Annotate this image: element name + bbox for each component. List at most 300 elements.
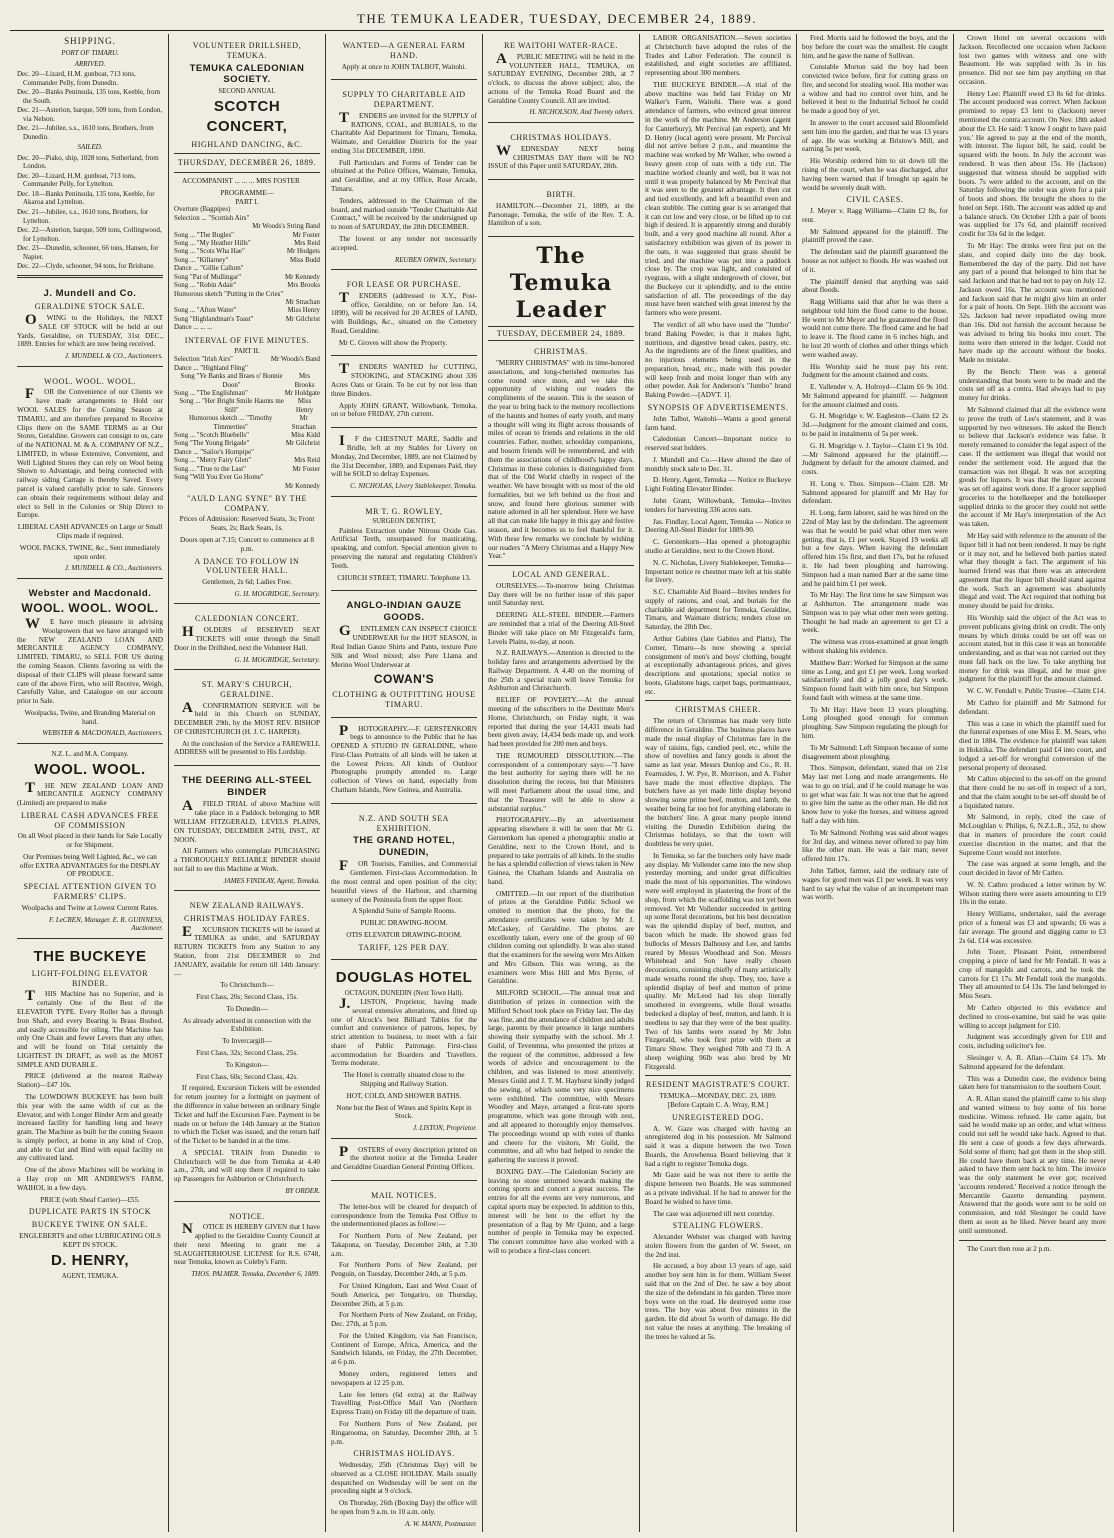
nzla-signature: F. LeCREN, Manager. E. R. GUINNESS, Auctioneer.: [48, 915, 163, 933]
birth-body: HAMILTON.—December 21, 1889, at the Parsonage, Temuka, the wife of the Rev. T. A. Hamilton of a son.: [488, 201, 634, 228]
part-2-heading: PART II.: [234, 347, 260, 356]
programme-item: Selection ... "Scottish Airs": [174, 214, 250, 222]
deering-heading: THE DEERING ALL-STEEL BINDER: [182, 775, 312, 798]
arrival-item: Dec. 21—Jubilee, s.s., 1610 tons, Brothers, from Dunedin.: [17, 124, 154, 141]
synopsis-item: J. Mundell and Co.—Have altered the date of monthly stock sale to Dec. 31.: [645, 455, 791, 473]
court-item: Mr Salmond claimed that all the evidence went to prove the truth of Lee's statement, and it was supported by two witnesses. He asked the Bench to believe that Jackson's evidence was false. It merely remained to consider the legal aspect of the case. If the settlement was illegal that would not render the settlement void. He argued that the transaction was not illegal. It was not accepting goods for liquors. It was that the liquor account was set off against work done. If a grocer supplied groceries to the hotelkeeper and the hotelkeeper supplied drinks to the grocer they could not settle the account if Mr Hay's interpretation of the Act was taken.: [959, 406, 1106, 529]
anglo-body: GENTLEMEN CAN INSPECT CHOICE UNDERWEAR for the HOT SEASON, in Real Indian Gauze Shirts and Pants, texture Pure Silk and Wool mixed; also Pure Llama and Merino Wool Underwear at: [331, 623, 477, 669]
programme-item: Song ... "Merry Fairy Glen" Mrs Reid: [174, 457, 320, 465]
cheer-heading: CHRISTMAS CHEER.: [675, 705, 761, 715]
posters-ad: [331, 1142, 477, 1181]
auld-lang-syne: "AULD LANG SYNE" BY THE COMPANY.: [187, 493, 307, 513]
court-body-3: The case was adjourned till next courtday.: [653, 1209, 775, 1218]
court-body: A. W. Gaze was charged with having an unregistered dog in his possession. Mr Salmond said it was a dispute between the two Town Boards, the Arowhenua Board believing that it had a right to register Temuka dogs.: [645, 1124, 791, 1168]
dateline: TUESDAY, DECEMBER 24, 1889.: [488, 326, 634, 342]
holiday-fares-heading: CHRISTMAS HOLIDAY FARES.: [184, 913, 310, 923]
programme-part-1: [174, 206, 320, 332]
programme-item: Dance ... "Highland Fling": [174, 364, 248, 372]
waitohi-signature: H. NICHOLSON, And Twenty others.: [529, 108, 634, 117]
highland-heading: HIGHLAND DANCING, &C.: [191, 139, 303, 149]
scotch-heading: SCOTCH: [213, 97, 281, 115]
synopsis-item: N. C. Nicholas, Livery Stablekeeper, Temuka—Important notice re chestnut mare left at his stable for livery.: [645, 558, 791, 585]
wool-ad: [17, 370, 163, 579]
geraldine-stock-heading: GERALDINE STOCK SALE.: [34, 302, 146, 312]
civil-case: G. H. Mogridge v. W. Eagleston—Claim £2 2s 3d.—Judgment for the amount claimed and costs, to be paid in instalments of 5s per week.: [802, 412, 948, 438]
programme-item: Song "Pat of Mullingar" Mr Kennedy: [174, 273, 320, 281]
court-item: Slesinger v. A. R. Allan—Claim £4 17s. Mr Salmond appeared for the defendant.: [959, 1053, 1106, 1071]
drillshed-heading: VOLUNTEER DRILLSHED, TEMUKA.: [192, 41, 302, 60]
grand-body: FOR Tourists, Families, and Commercial Gentlemen. First-class Accommodation. In the most central and open position of the city; beautiful views of the Harbour, and charming scenery of the Peninsula from the upper floor.: [331, 858, 477, 904]
rowley-heading: MR T. G. ROWLEY,: [365, 506, 443, 516]
liberal-cash: LIBERAL CASH ADVANCES on Large or Small Clips made if required.: [17, 523, 163, 540]
admission-prices: Prices of Admission: Reserved Seats, 3s; Front Seats, 2s; Back Seats, 1s.: [179, 515, 315, 533]
synopsis-item: Caledonian Concert—Important notice to reserved seat holders.: [645, 435, 791, 453]
fare-line: First Class, 32s; Second Class, 25s.: [196, 1049, 298, 1058]
second-annual: SECOND ANNUAL: [218, 87, 276, 95]
railways-body-3: A SPECIAL TRAIN from Dunedin to Christchurch will be due from Temuka at 4.40 a.m., 27th, and will stop there if required to take up Passengers for Ashburton or Christchurch.: [174, 1148, 320, 1184]
stmary-heading: ST. MARY'S CHURCH, GERALDINE.: [201, 680, 293, 699]
court-item: To Mr Hay: The drinks were first put on the slate, and copied daily into the day book. Remembered the day of the party. Did not have any part of a pound that belonged to him that he said Jackson and that he had not to pay on July 12. Jackson owed 16s. The account was mentioned and Jackson said that he might give him an order for a pair of boots. On Sept. 16th the account was 32s. Jackson had never repudiated owing more than 16s. Did not furnish the account because he was advised to bring his books into court. The items were then entered in the ledger. Could not have made up the account without the books. Made no mistake.: [959, 241, 1106, 365]
fare-line: As already advertised in connection with the Exhibition.: [182, 1016, 312, 1034]
programme-item: Song ... "Scotch Bluebells" Miss Kidd: [174, 432, 320, 440]
programme-item: Mr Woods's String Band: [252, 223, 320, 231]
wanted-ad: [331, 34, 477, 80]
programme-item: Song ... "Scots Wha Hae" Mr Hodgets: [174, 248, 320, 256]
nzla-body: THE NEW ZEALAND LOAN AND MERCANTILE AGENCY COMPANY (Limited) are prepared to make: [17, 779, 163, 808]
court-item: Henry Lee: Plaintiff owed £3 8s 6d for drinks. The account produced was correct. When Jackson promised to repay £3 lent to (Jackson) never mentioned the contra account. On Nov. 18th asked about the £3. He said: 'I know I ought to have paid you.' He agreed to pay at the end of the month, with interest. The liquor bill, he said, could be squared with the boots. In July the account was rendered. It was then about 15s. He (Jackson) suggested that witness should be supplied with boots. 7s were added to the account, and on the Saturday following the order was given for a pair of boots and shoes. He brought the shoes to the hotel on Sept. 16th. The account was added up and a balance struck. On October 12th a pair of boots was supplied for 17s 6d, and plaintiff received credit for 33s 6d in the ledger.: [959, 89, 1106, 239]
doors-open: Doors open at 7.15; Concert to commence at 8 p.m.: [180, 536, 314, 553]
programme-item: Song ... "The Englishman" Mr Holdgate: [174, 389, 320, 397]
henry-name: D. HENRY,: [50, 1252, 130, 1270]
wanted-heading: WANTED—A GENERAL FARM HAND.: [342, 41, 466, 60]
rowley-sub: SURGEON DENTIST,: [372, 518, 436, 526]
mail-item: Money orders, registered letters and newspapers at 12 25 p.m.: [331, 1370, 477, 1387]
buckeye-oils: ENGLEBERTS and other LUBRICATING OILS KEPT IN STOCK.: [19, 1231, 161, 1249]
court-item: W. N. Cathro produced a letter written by W. Wilson stating there were assets amounting to £19 10s in the estate.: [959, 880, 1106, 907]
rowley-address: CHURCH STREET, TIMARU. Telephone 13.: [337, 573, 471, 582]
supply-body: TENDERS are invited for the SUPPLY of RATIONS, COAL, and BURIALS, to the Charitable Aid Department for Timaru, Temuka, Waimate, and Geraldine Districts for the year ending 31st DECEMBER, 1890.: [331, 109, 477, 155]
concert-heading: CONCERT,: [206, 118, 288, 136]
henry-sub: AGENT, TEMUKA.: [61, 1272, 119, 1280]
lease-heading: FOR LEASE OR PURCHASE.: [346, 280, 462, 290]
nzla-heading: N.Z. L. and M.A. Company.: [51, 750, 129, 758]
civil-case: H. Long v. Thos. Simpson—Claim £28. Mr Salmond appeared for plaintiff and Mr Hay for defendant.: [802, 479, 948, 506]
chestnut-ad: [331, 431, 477, 496]
column-6: [797, 34, 954, 1532]
grand-hotel-ad: [331, 807, 477, 961]
rowley-body: Painless Extraction under Nitrous Oxide Gas. Artificial Teeth, unsurpassed for masticating, speaking, and comfort. Special attention given to preserving the natural and regulating Children's Teeth.: [331, 526, 477, 570]
interval: INTERVAL OF FIVE MINUTES.: [184, 335, 310, 345]
waitohi-ad: [488, 34, 634, 123]
webster-wool-heading: WOOL. WOOL. WOOL.: [21, 601, 159, 616]
civil-case: G. H. Mogridge v. J. Taylor—Claim £1 9s 10d.—Mr Salmond appeared for the plaintiff.—Judgment by default for the amount claimed, and costs.: [802, 441, 948, 477]
court-item: W. C. W. Fendall v. Public Trustee—Claim £14.: [967, 687, 1106, 696]
local-item: RELIEF OF POVERTY.—At the annual meeting of the subscribers to the Destitute Men's Home, Christchurch, on Friday night, it was reported that during the year 14,431 meals had been given away, 14,434 beds made up, and work had been provided for 200 men and boys.: [488, 696, 634, 749]
civil-case: Matthew Barr: Worked for Simpson at the same time as Long, and got £1 per week. Long worked satisfactorily and did a jolly good day's work. Simpson found fault with him once, but Simpson found fault with witness at the same time.: [802, 658, 948, 702]
supply-signature: REUBEN ORWIN, Secretary.: [394, 255, 477, 264]
photography-ad: [331, 721, 477, 804]
cheer-body: The return of Christmas has made very little difference in Geraldine. The business places have made the usual display of Christmas fare in the way of raisins, figs, candied peel, etc., while the show of novelties and fancy goods is about the same as last year. Messrs Dunlop and Co., R. H. Fearnsides, J. W. Pye, R. Morrison, and A. Fisher have made the most effective displays. The butchers have as yet made little display beyond showing some prime beef, mutton, and lamb, the weather being far too hot for anything elaborate in the butchers' line. A great many people intend visiting the Dunedin Exhibition during the Christmas holidays, so that the town will doubtless be very quiet.: [645, 717, 791, 849]
synopsis-item: Jas. Findlay, Local Agent, Temuka — Notice re Deering All-Steel Binder for 1889-90.: [645, 517, 791, 535]
programme-item: Mr Kennedy: [284, 482, 320, 490]
photography-body: PHOTOGRAPHY.—F. GERSTENKORN begs to announce to the Public that he has OPENED A STUDIO IN GERALDINE, where First-Class Portraits of all kinds will be taken at the Lowest Prices. All kinds of Outdoor Photographs promptly attended to. Large collection of Views on hand, especially from Chatham Islands, New Guinea, and Australia.: [331, 722, 477, 794]
grand-body-3: PUBLIC DRAWING-ROOM.: [360, 919, 448, 928]
deering-signature: JAMES FINDLAY, Agent, Temuka.: [223, 876, 320, 885]
newspaper-title: THE TEMUKA LEADER, TUESDAY, DECEMBER 24, 1889.: [356, 11, 758, 26]
fare-line: To Christchurch—: [220, 981, 274, 990]
wanted-body: Apply at once to JOHN TALBOT, Waitohi.: [341, 62, 467, 71]
mail-notices: [331, 1184, 477, 1532]
local-item: OURSELVES.—To-morrow being Christmas Day there will be no further issue of this paper until Saturday next.: [488, 581, 634, 608]
column-4: [483, 34, 640, 1532]
deering-body-2: All Farmers who contemplate PURCHASING a THOROUGHLY RELIABLE BINDER should not fail to see this Machine at Work.: [174, 847, 320, 873]
synopsis-item: John Talbot, Waitohi—Wants a good general farm hand.: [645, 414, 791, 432]
lease-body: TENDERS (addressed to X.Y., Post-office, Geraldine, on or before Jan. 14, 1890), will be received for 20 ACRES of LAND, with Buildings, &c., situated on the Cemetery Road, Geraldine.: [331, 289, 477, 335]
notice-body: NOTICE IS HEREBY GIVEN that I have applied to the Geraldine County Council at their next Meeting to grant me a SLAUGHTERHOUSE LICENSE for R.S. 6748, near Temuka, known as Coleby's Farm.: [174, 1221, 320, 1267]
waitohi-body: APUBLIC MEETING will be held in the VOLUNTEER HALL, TEMUKA, on SATURDAY EVENING, December 28th, at 7 o'clock, to discuss the above subject; also, the actions of the Temuka Road Board and the Geraldine County Council. All are invited.: [488, 50, 634, 105]
stmary-ad: [174, 673, 320, 766]
programme-item: Overture (Bagpipes): [174, 206, 231, 214]
nzla-woolpacks: Woolpacks and Twine at Lowest Current Rates.: [21, 903, 159, 912]
buckeye-twine: BUCKEYE TWINE ON SALE.: [31, 1220, 149, 1230]
programme-item: Song "Ye Banks and Braes o' Bonnie Doon" Mrs Brooks: [180, 373, 315, 389]
column-3: [326, 34, 483, 1532]
supply-body-4: The lowest or any tender not necessarily accepted.: [331, 234, 477, 252]
exhibition-heading: N.Z. AND SOUTH SEA EXHIBITION.: [358, 813, 450, 833]
nzla-special: SPECIAL ATTENTION GIVEN TO FARMERS' CLIPS.: [23, 882, 157, 902]
local-item: BOXING DAY.—The Caledonian Society are leaving no stone unturned towards making the coming sports and concert a great success. The entries for all the events are very numerous, and capital sports may be expected. In addition to this, interest will be lent to the effort by the presentation of a flag by Mr Quinn, and a large number of people in Temuka may be expected. The concert committee have also worked with a will to produce a first-class concert.: [488, 1167, 634, 1255]
railways-body: EXCURSION TICKETS will be issued at TEMUKA as under, and SATURDAY RETURN TICKETS from any Station to any Station, from 21st DECEMBER to 2nd JANUARY, available for return till 14th January:—: [174, 923, 320, 978]
civil-case: H. Long, farm laborer, said he was hired on the 22nd of May last by the defendant. The agreement was that he would be paid what other men were getting, that is, £1 per week. Stayed 19 weeks all but a few days. When leaving the defendant offered him 15s first, and then 17s, but he refused it. He had been ploughing and harrowing. Simpson had a man named Barr at the same time and he paid him £1 per week.: [802, 509, 948, 588]
caledonian-heading: CALEDONIAN CONCERT.: [194, 614, 300, 624]
mail-holidays-body-2: On Thursday, 26th (Boxing Day) the office will be open from 9 a.m. to 10 a.m. only.: [331, 1499, 477, 1516]
column-1: [12, 34, 169, 1532]
deering-ad: [174, 769, 320, 891]
wool-body: FOR the Convenience of our Clients we have made arrangements to Hold our WOOL SALES for the Coming Season at TIMARU, and are therefore prepared to Receive Clips there on the SAME TERMS as at Our Stores, Geraldine. Growers can consign to us, care of the NATIONAL M. & A. COMPANY OF N.Z., LIMITED, in whose Extensive, Convenient, and Well Lighted Stores they can rely on Wool being Shown to Advantage, and being connected with railway siding Cartage is thereby Saved. Every parcel is valued carefully prior to sale. Growers can obtain their requirements without delay and elect to Sell in the Colonies or Ship Direct to Europe.: [17, 386, 163, 520]
programme-part-2: [174, 356, 320, 491]
masthead: The Temuka Leader: [509, 243, 613, 323]
stealing-heading: STEALING FLOWERS.: [672, 1221, 764, 1231]
court-item: Mr Salmond, in reply, cited the case of McLoughlan v. Philips, 6, N.Z.L.R., 352, to show that in matters of procedure the court could exercise discretion in the matter, and that the Supreme Court would not interfere.: [959, 813, 1106, 857]
buckeye-heading: THE BUCKEYE: [33, 947, 147, 965]
webster-woolpacks: Woolpacks, Twine, and Branding Material on hand.: [24, 708, 156, 726]
page-header: [10, 8, 1104, 31]
civil-case: To Mr Salmond: Left Simpson because of some disagreement about ploughing.: [802, 743, 948, 761]
buckeye-body: THIS Machine has no Superior, and is certainly One of the Best of the ELEVATOR TYPE. Every Roller has a through Iron Shaft, and every Bearing is Brass Bushed, and easily accessible for oiling. The Machine has only One Chain and fewer Levers than any other, and will be found on Trial certainly the LIGHTEST IN DRAFT, as well as the MOST SIMPLE AND DURABLE.: [17, 988, 163, 1069]
programme-item: Song ... "Afton Water" Miss Henry: [174, 307, 320, 315]
court-item: In answer to the court accused said Bloomfield sent him into the garden, and that he was 13 years of age. He was working at Bristow's Mill, and earning 5s per week.: [802, 119, 948, 154]
caledonian-signature: G. H. MOGRIDGE, Secretary.: [234, 655, 320, 664]
mail-item: For the United Kingdom, via San Francisco, Continent of Europe, Africa, America, and the Sandwich Islands, on Friday, the 27th December, at 6 p.m.: [331, 1331, 477, 1367]
local-item: MILFORD SCHOOL.—The annual treat and distribution of prizes in connection with the Milford School took place on Friday last. The day was fine, and the attendance of children and adults large, parents by their presence in large numbers showing their sympathy with the school. Mr J. Guild, of Tevenmna, who presented the prizes at the request of the committee, addressed a few words of advice and encouragement to the children, and was listened to most attentively. Messrs Guild and J. T. M. Hayhurst kindly judged the sewing, of which some very nice specimens were exhibited. The committee, with Messrs Woodley and Maye, arranged a first-rate sports programme, which was gone through with zest, and all appeared to thoroughly enjoy themselves. The proceedings wound up with votes of thanks and cheers for the visitors, Mr Guild, the committee, and all who had helped to render the gathering the success it proved.: [488, 989, 634, 1165]
mundell-signature-2: J. MUNDELL & CO., Auctioneers.: [64, 564, 163, 573]
sailed-heading: SAILED.: [77, 143, 103, 152]
buckeye-price: PRICE (delivered at the nearest Railway Station)—£47 10s.: [17, 1072, 163, 1090]
synopsis-item: Arthur Gabites (late Gabites and Platts), The Corner, Timaru—Is now showing a special consignment of men's and boys' clothing, bought at exceptionally advantageous prices, and gives descriptions and quotations; special notice re boots, Gladstone bags, carpet bags, portmanteaux, etc.: [645, 634, 791, 696]
programme-item: Selection "Irish Airs" Mr Woods's Band: [174, 356, 320, 364]
civil-case: E. Vallender v. A. Holroyd—Claim £6 9s 10d. Mr Salmond appeared for plaintiff. — Judgment for the amount claimed and costs.: [802, 383, 948, 409]
holidays-notice: [488, 126, 634, 180]
holidays-heading: CHRISTMAS HOLIDAYS.: [510, 132, 612, 142]
tariff: TARIFF, 12S PER DAY.: [358, 942, 450, 952]
nzla-ad: [17, 747, 163, 939]
programme-item: Song ... "The Bugles" Mr Foster: [174, 231, 320, 239]
synopsis-item: John Grant, Willowbank, Temuka—Invites tenders for harvesting 336 acres oats.: [645, 497, 791, 514]
mundell-signature: J. MUNDELL & CO., Auctioneers.: [64, 352, 163, 361]
court-item: Constable Morton said the boy had been convicted twice before, first for cutting grass on fire, and second for stealing wool. His mother was a widow and had no control over him, and he believed it best to the Industrial School he could be made a good boy of yet.: [802, 63, 948, 116]
mail-holidays-heading: CHRISTMAS HOLIDAYS.: [353, 1449, 455, 1459]
civil-case: To Mr Salmond: Nothing was said about wages for 3rd day, and witness never offered to pay him like the other man. He was a fair man; never offered him 17s.: [802, 828, 948, 864]
supply-body-3: Tenders, addressed to the Chairman of the board, and marked outside "Tender Charitable Aid Contract," will be received by the undersigned up to noon of SATURDAY, the 28th DECEMBER.: [331, 196, 477, 232]
supply-body-2: Full Particulars and Forms of Tender can be obtained at the Police Offices, Waimate, Temuka, and Geraldine, and at my Office, Rose Arcade, Timaru.: [331, 158, 477, 194]
grand-body-2: A Splendid Suite of Sample Rooms.: [352, 907, 456, 916]
anglo-ad: [331, 594, 477, 717]
wool-packs: WOOL PACKS, TWINE, &c., Sent immediately upon order.: [19, 543, 161, 561]
programme-item: Song ... "My Heather Hills" Mrs Reid: [174, 240, 320, 248]
buckeye-one-of: One of the above Machines will be working in a Hay crop on MR ANDREWS'S FARM, WAIHOI, in a few days.: [17, 1166, 163, 1192]
stmary-body-2: At the conclusion of the Service a FAREWELL ADDRESS will be presented to His Lordship.: [174, 739, 320, 757]
webster-body: WE have much pleasure in advising Woolgrowers that we have arranged with the NEW ZEALAND LOAN AND MERCANTILE AGENCY COMPANY, LIMITED, TIMARU, to SELL FOR US during the coming Season. Clients favoring us with the disposal of their CLIPS will please forward same care of the above Firm, who will Receive, Weigh, Carefully Value, and Catalogue on our account prior to Sale.: [17, 616, 163, 706]
civil-case: The witness was cross-examined at great length without shaking his evidence.: [802, 638, 948, 655]
nzla-premises: Our Premises being Well Lighted, &c., we can offer EXTRA ADVANTAGES for the DISPLAY OF PRODUCE.: [19, 852, 161, 879]
railways-body-2: If required, Excursion Tickets will be extended for return journey for a fortnight on payment of the difference in value between an ordinary Single Ticket and half the Excursion Fare. Payment to be made on or before the 14th January at the Station to which the Ticket was issued, and the return half of the Ticket to be handed in at the time.: [174, 1084, 320, 1146]
local-item: THE BUCKEYE BINDER.—A trial of the above machine was held last Friday on Mr Walker's Farm, Waitohi. There was a good attendance of farmers, who evinced great interest in the work of the machine. Mr Anderson (agent for Canterbury), Mr Percival (an expert), and Mr D. Henry (local agent) were present. Mr Percival did not arrive before 2 p.m., and meantime the machine was worked by Mr Walker, who owned a heavy green crop of oats with a tidy cut. The machine worked cleanly and well, but it was not until it was properly balanced by Mr Percival that it was seen to the greatest advantage. It then cut and tied excellently, and left a beautiful even and clean stubble. The cutting gear is so arranged that it can cut low and very close, or be lifted up to cut high if desired. It is apparently strong and durably built, and a very good machine all round. After a satisfactory exhibition was given of its power in the oats, it was suggested that grass should be tried, and the machine was put into a paddock close by. The crop was light, and consisted of ryegrass, with a slight undergrowth of clover, but the Buckeye cut it splendidly, and to the entire satisfaction of all. The proceedings of the day must have been watched with great interest by the farmers who were present.: [645, 80, 791, 318]
column-5: [640, 34, 797, 1532]
arrival-item: Dec. 20—Banks Peninsula, 135 tons, Keeble, from the South.: [17, 88, 161, 105]
notice-signature: THOS. PALMER. Temuka, December 6, 1889.: [191, 1270, 320, 1279]
buckeye-ad: [17, 942, 163, 1286]
geraldine-stock-body: OWING to the Holidays, the NEXT SALE OF STOCK will be held at our Yards, Geraldine, on TUESDAY, 31st DEC., 1889. Entries for which are now being received.: [17, 312, 163, 349]
synopsis-item: S.C. Charitable Aid Board—Invites tenders for supply of rations, and coal, and burials for the charitable aid department for Temuka, Geraldine, Timaru, and Waimate districts; tenders close on Saturday, the 28th Dec.: [645, 588, 791, 632]
posters-body: POSTERS of every description printed on the shortest notice at the Temuka Leader and Geraldine Guardian General Printing Offices.: [331, 1143, 477, 1172]
port-heading: PORT OF TIMARU.: [61, 48, 119, 57]
douglas-body-2: The Hotel is centrally situated close to the Shipping and Railway Station.: [343, 1071, 465, 1089]
mail-signature: A. W. MANN, Postmaster.: [405, 1519, 477, 1528]
society-heading: TEMUKA CALEDONIAN SOCIETY.: [189, 62, 305, 86]
court-item: The Court then rose at 2 p.m.: [967, 1244, 1052, 1253]
cowan-heading: COWAN'S: [373, 672, 435, 687]
civil-case: J. Meyer v. Ragg Williams—Claim £2 8s, for rent.: [802, 207, 948, 224]
court-date: TEMUKA—MONDAY, DEC. 23, 1889.: [659, 1092, 777, 1101]
civil-case: Mr Salmond appeared for the plaintiff. The plaintiff proved the case.: [802, 227, 948, 245]
mail-item: For United Kingdom, East and West Coast of South America, per Tongariro, on Thursday, December 26th, at 5 p.m.: [331, 1282, 477, 1308]
civil-case: To Mr Hay: The first time he saw Simpson was at Ashburton. The arrangement made was Simpson was to pay what other men were getting. Thought he had made an agreement to get £1 a week.: [802, 591, 948, 635]
part-1-heading: PART I.: [235, 197, 259, 206]
court-before: [Before Captain C. A. Wray, R.M.]: [667, 1100, 769, 1109]
civil-case: His Worship said he must pay his rent. Judgment for the amount claimed and costs.: [802, 362, 948, 380]
court-item: Fred. Morris said he followed the boys, and the boy before the court was the smallest. He caught him, and he gave the name of Sullivan.: [802, 34, 948, 60]
railways-ad: [174, 894, 320, 1201]
railways-signature: BY ORDER.: [285, 1186, 320, 1195]
local-heading: LOCAL AND GENERAL.: [512, 570, 610, 580]
programme-item: Mr Strachan: [285, 299, 320, 307]
mail-holidays-body: Wednesday, 25th (Christmas Day) will be observed as a CLOSE HOLIDAY. Mails usually despatched on Wednesday will be sent on the preceding night at 9 o'clock.: [331, 1461, 477, 1496]
civil-case: Thos. Simpson, defendant, stated that on 21st May last met Long and made arrangements. He was to go on trial, and if he could manage he was to get what was fair. It was not true that he agreed to give him the same as the other man. He did not know how to yoke the horses, and witness agreed half a day with him.: [802, 764, 948, 826]
deering-body: AFIELD TRIAL of above Machine will take place in a Paddock belonging to MR WILLIAM FITZGERALD, LEVELS PLAINS, ON TUESDAY, DECEMBER 24TH, INST., AT NOON.: [174, 798, 320, 844]
chestnut-signature: C. NICHOLAS, Livery Stablekeeper, Temuka.: [350, 482, 477, 491]
sailing-item: Dec. 21—Jubilee, s.s., 1610 tons, Brothers, for Lyttelton.: [17, 208, 149, 225]
civil-cases-heading: CIVIL CASES.: [846, 195, 904, 205]
tenders-ad: [331, 359, 477, 428]
mail-item: Late fee letters (6d extra) at the Railway Travelling Post-Office Mail Van (Northern Express Train) on Friday till the departure of train.: [331, 1390, 477, 1417]
programme-item: Song ... "Robin Adair" Mrs Brooks: [174, 282, 320, 290]
holidays-body: WEDNESDAY NEXT being CHRISTMAS DAY there will be NO ISSUE of this Paper until SATURDAY, 28th.: [488, 142, 634, 171]
douglas-body-4: None but the Best of Wines and Spirits Kept in Stock.: [336, 1103, 472, 1121]
douglas-body-3: HOT, COLD, AND SHOWER BATHS.: [346, 1091, 462, 1100]
webster-signature: WEBSTER & MACDONALD, Auctioneers.: [42, 729, 163, 738]
mundell-ad: [17, 282, 163, 367]
stealing-body: Alexander Webster was charged with having stolen flowers from the garden of W. Sweet, on the 2nd inst.: [645, 1233, 791, 1259]
local-item: DEERING ALL-STEEL BINDER.—Farmers are reminded that a trial of the Deering All-Steel Binder will take place on Mr Fitzgerald's farm, Levels Plains, to-day, at noon.: [488, 611, 634, 646]
shipping-section: [17, 36, 163, 271]
fare-line: To Dunedin—: [226, 1004, 268, 1013]
fare-line: First Class, 20s; Second Class, 15s.: [196, 993, 298, 1002]
accompanist: ACCOMPANIST ... ... ... MRS FOSTER: [182, 177, 300, 186]
court-item: A. R. Allan stated the plaintiff came to his shop and wanted witness to buy some of his horse medicine. Witness refused. He came again, but said he would make up an order, and what witness could not sell he would take back. Agreed to that. He sent a case of goods a few days afterwards. Sold some of them; had got them in the shop still. He could have them back at any time. He never asked to have them sent back to him. The invoice was the only statement he ever got; received 'accounts rendered.' Received a notice through the Mercantile Gazette demanding payment. Answered that the goods were sent to be sold on commission, and told Slesinger he could have them as soon as he liked. Never heard any more until summoned.: [959, 1095, 1106, 1235]
christmas-heading: CHRISTMAS.: [534, 347, 588, 357]
douglas-signature: J. LISTON, Proprietor.: [413, 1124, 477, 1133]
mail-item: For Northern Ports of New Zealand, per Penguin, on Tuesday, December 24th, at 5 p.m.: [331, 1261, 477, 1279]
sailing-item: Dec. 22—Asterion, barque, 509 tons, Collingwood, for Lyttelton.: [17, 226, 162, 243]
palmer-notice: [174, 1205, 320, 1284]
mail-heading: MAIL NOTICES.: [371, 1191, 437, 1201]
programme-item: Song "The Young Brigade" Mr Gilchrist: [174, 440, 320, 448]
buckeye-dup: DUPLICATE PARTS IN STOCK: [28, 1207, 152, 1217]
douglas-sub: OCTAGON, DUNEDIN (Next Town Hall).: [344, 989, 464, 997]
civil-case: John Talbot, farmer, said the ordinary rate of wages for good men was £1 per week. It was very hard to say what the value of an incompetent man was worth.: [802, 866, 948, 902]
concert-ad: [174, 34, 320, 604]
sailing-item: Dec. 22—Clyde, schooner, 94 tons, for Brisbane.: [17, 262, 155, 271]
synopsis-item: C. Gerstenkorn—Has opened a photographic studio at Geraldine, next to the Crown Hotel.: [645, 538, 791, 555]
waitohi-heading: RE WAITOHI WATER-RACE.: [504, 41, 618, 50]
programme-item: Song ... "Her Bright Smile Haunts me Still" Miss Henry: [179, 398, 314, 414]
programme-heading: PROGRAMME—: [220, 188, 274, 197]
nzla-liberal: LIBERAL CASH ADVANCES FREE OF COMMISSION: [20, 810, 160, 830]
court-item: Mr Cathro objected to this evidence and declined to cross-examine, but said he was quite willing to accept judgment for £10.: [959, 1004, 1106, 1030]
sailing-item: Dec. 23—Dunedin, schooner, 66 tons, Hansen, for Napier.: [17, 244, 159, 261]
cowan-sub: CLOTHING & OUTFITTING HOUSE TIMARU.: [332, 690, 476, 709]
court-item: John Tozer, Pleasant Point, remembered cropping a piece of land for Mr Fendall. It was a crop of mangolds and carrots, and he took the carrots for £1 17s. Mr Fendall took the mangolds. They all amounted to £4 13s. The land belonged to Miss Sears.: [959, 948, 1106, 1001]
arrived-heading: ARRIVED.: [74, 59, 106, 68]
douglas-ad: [331, 963, 477, 1138]
civil-case: The plaintiff denied that anything was said about floods.: [802, 277, 948, 295]
column-7: [954, 34, 1111, 1532]
stealing-body-2: He accused, a boy about 13 years of age, said another boy sent him in for them. William Sweet said that on the 2nd of Dec. he saw a boy about the size of the defendant in his garden. Three more boys were on the road. He destroyed some rose trees. The boy was about five minutes in the garden. He did about 5s worth of damage. He did not value the roses at anything. The breaking of the trees he valued at 5s.: [645, 1262, 791, 1341]
programme-item: Song ... "Killarney" Miss Budd: [174, 256, 320, 264]
programme-item: Song "Will You Ever Go Home": [174, 474, 264, 482]
mail-item: For Northern Ports of New Zealand, on Friday, Dec. 27th, at 5 p.m.: [331, 1311, 477, 1329]
dance-heading: A DANCE TO FOLLOW IN VOLUNTEER HALL.: [194, 556, 300, 576]
court-item: Mr Cathro objected to the set-off on the ground that there could be no set-off in respect of a tort, and that the claim sought to be set-off should be of a liquidated nature.: [959, 775, 1106, 810]
grand-heading: THE GRAND HOTEL, DUNEDIN,: [353, 835, 455, 858]
fare-line: To Invercargill—: [222, 1037, 272, 1046]
grand-body-4: OTIS ELEVATOR DRAWING-ROOM.: [346, 930, 462, 939]
douglas-body: J.LISTON, Proprietor, having made several extensive alterations, and fitted up one of Alcock's best Billiard Tables for the comfort and convenience of patrons, hopes, by strict attention to business, to meet with a fair share of Public Patronage. First-class accommodation for Boarders and Travellers. Terms moderate.: [331, 995, 477, 1068]
local-item: THE RUMOURED DISSOLUTION.—The correspondent of a contemporary says:—"I have the best authority for saying there will be no dissolution during the recess, but that Ministers will meet Parliament about the usual time, and that the Treasurer will be able to show a substantial surplus.": [488, 751, 634, 813]
birth-heading: BIRTH.: [546, 190, 576, 200]
dance-signature: G. H. MOGRIDGE, Secretary.: [234, 589, 320, 598]
rowley-ad: [331, 500, 477, 592]
nzla-liberal-body: On all Wool placed in their hands for Sale Locally or for Shipment.: [17, 832, 163, 850]
synopsis-heading: SYNOPSIS OF ADVERTISEMENTS.: [647, 403, 789, 413]
lease-body-2: Mr C. Groves will show the Property.: [339, 338, 448, 347]
civil-case: Ragg Williams said that after he was there a neighbour told him the flood came to the house. He went to Mr Meyer and he guaranteed the flood would not come there. The flood came and he had to leave it. The flood came in 6 inches high, and he lost 20 worth of clothes and other things which were washed away.: [802, 298, 948, 359]
court-item: Judgment was accordingly given for £10 and costs, including solicitor's fee.: [959, 1033, 1106, 1051]
court-item: His Worship ordered him to sit down till the rising of the court, when he was discharged, after having been warned that if brought up again he would be severely dealt with.: [802, 157, 948, 192]
fare-line: To Kingston—: [225, 1060, 269, 1069]
synopsis-item: D. Henry, Agent, Temuka — Notice re Buckeye Light Folding Elevator Binder.: [645, 476, 791, 494]
webster-ad: [17, 582, 163, 744]
mail-item: For Northern Ports of New Zealand, per Takapuna, on Tuesday, December 24th, at 7.30 a.m.: [331, 1232, 477, 1258]
column-2: [169, 34, 326, 1532]
court-item: This was a case in which the plaintiff sued for the funeral expenses of one Miss E. M. Sears, who died in 1884. The evidence for plaintiff was taken in Hokitika. The defendant paid £4 into court, and lodged a set-off for wrongful conversion of the personal property of deceased.: [959, 719, 1106, 772]
local-item: PHOTOGRAPHY.—By an advertisement appearing elsewhere it will be seen that Mr G. Gerstenkorn has opened a photographic studio at Geraldine, next to the Crown Hotel, and is prepared to take portraits of all kinds. In the studio he has a splendid collection of views taken in New Guinea, the Chatham Islands and Australia on hand.: [488, 816, 634, 886]
buckeye-lowdown: The LOWDOWN BUCKEYE has been built this year with the same width of cut as the Elevator, and with Longer Binder Arm and greatly increased facility for handling long and heavy grain. The Machine as built for the coming Season is simply perfect, at home in any kind of Crop, and able to Cut and Bind with equal facility on any cultivated land.: [17, 1093, 163, 1163]
court-heading: RESIDENT MAGISTRATE'S COURT.: [646, 1080, 790, 1090]
sailing-item: Dec. 20—Piako, ship, 1028 tons, Sutherland, from London.: [17, 153, 159, 171]
chestnut-body: IF the CHESTNUT MARE, Saddle and Bridle, left at my Stables for Livery on Monday, 2nd December, 1889, are not Claimed by the 31st December, 1889, and Expenses Paid, they will be SOLD to defray Expenses.: [331, 433, 477, 479]
court-item: His Worship said the object of the Act was to prevent publicans giving drink on credit. The only means by which drinks could be set off was on account stated, but in this case it was an honorable understanding, and as that was not carried out they must fall back on the law. To take anything but money for drink was illegal, and he must give judgment for the plaintiff for the amount claimed.: [959, 614, 1106, 684]
local-item: The verdict of all who have used the "Jumbo" brand Baking Powder, is that it makes light, nutritious, and digestive bread cakes, pastry, etc. As the ingredients are of the finest qualities, and no injurious elements being used in the preparation, bread, etc., made with this powder will keep fresh and moist longer than with any other powder. Ask for Anderson's "Jumbo" brand Baking Powder.—[ADVT. 1].: [645, 321, 791, 400]
civil-case: The defendant said the plaintiff guaranteed the house as not subject to floods. He was washed out of it.: [802, 248, 948, 274]
arrival-item: Dec. 21—Asterion, barque, 509 tons, from London, via Nelson.: [17, 106, 163, 123]
arrival-item: Dec. 20—Lizard, H.M. gunboat, 713 tons, Commander Pelly, from Dunedin.: [17, 70, 136, 87]
birth-notice: [488, 183, 634, 237]
cheer-body-2: In Temuka, so far the butchers only have made any display. Mr Vollender came into the new shop yesterday morning, and under great difficulties made the most of his opportunities. The windows were well employed in plastering the front of the shop, from which the scaffolding was not yet been removed. Yet Mr Vollender succeeded in getting up some floral decorations, but his best decoration was the splendid display of beef, mutton, and bacon which he made. He showed grass fed bullocks of Messrs Dalhousy and Lee, and lambs reared by Messrs Woodhead and Son. Messrs Whitehead and Son have really chosen decorations, consisting chiefly of many artistically made wreaths round the shop. They, too, have a splendid display of beef and mutton of prime quality. Mr McLeod had his shop literally smothered in evergreens, while floral wreaths bedecked a display of beef, mutton, and lamb. It is needless to say that they were of the best quality. Two of his lambs were reared by Mr John Fitzgerald, who took first prize with them at Timaru Show. They weighed 70lb and 73 lb. A sheep weighing 96lb was also bred by Mr Fitzgerald.: [645, 851, 791, 1071]
programme-item: Dance ... "Sailor's Hornpipe": [174, 448, 254, 456]
caledonian-body: HOLDERS of RESERVED SEAT TICKETS will enter through the Small Door in the Drillshed, next the Volunteer Hall.: [174, 624, 320, 652]
court-item: Mr Cathro for plaintiff and Mr Salmond for defendant.: [959, 699, 1106, 716]
shipping-heading: SHIPPING.: [64, 36, 116, 46]
local-item: OMITTED.—In our report of the distribution of prizes at the Geraldine Public School we omitted to mention that the photo, for the attendance certificates were taken by Mr J. McCaskey, of Geraldine. The photos. are excellently taken, every one of the group of 60 children coming out splendidly. It was also stated that the examiners for the sewing were Mrs Aitken and Mrs Gibson. This was wrong, as the examiners were Miss Hill and Mrs Byrne, of Geraldine.: [488, 889, 634, 986]
dance-body: Gentlemen, 2s 6d; Ladies Free.: [202, 578, 292, 587]
douglas-heading: DOUGLAS HOTEL: [335, 969, 473, 987]
mail-item: For Northern Ports of New Zealand, per Ringarooma, on Saturday, December 28th, at 5 p.m.: [331, 1419, 477, 1446]
programme-item: Song "Highlandman's Toast" Mr Gilchrist: [174, 315, 320, 323]
anglo-heading: ANGLO-INDIAN GAUZE GOODS.: [346, 600, 462, 623]
court-body-2: Mr Gaze said he was not there to settle the dispute between two Boards. He was summoned as a private individual. If he had to answer for the Board he wished to have time.: [645, 1171, 791, 1206]
court-item: This was a Dunedin case, the evidence being taken here for transmission to the southern Court.: [959, 1074, 1106, 1092]
fare-line: First Class, 60s; Second Class, 42s.: [196, 1072, 298, 1081]
court-item: The case was argued at some length, and the court decided in favor of Mr Cathro.: [959, 860, 1106, 878]
supply-heading: SUPPLY TO CHARITABLE AID DEPARTMENT.: [342, 90, 466, 110]
court-item: Crown Hotel on several occasions with Jackson. Recollected one occasion when Jackson lost two games with witness and one with Beaumont. He was supplied with 3s in his presence. Did not see him pay anything on that occasion.: [959, 34, 1106, 86]
local-item: LABOR ORGANISATION.—Seven societies at Christchurch have adopted the rules of the Trades and Labor Federation. The council is established, and eight societies are affiliated, representing about 300 members.: [645, 34, 791, 78]
concert-date: THURSDAY, DECEMBER 26, 1889.: [177, 158, 317, 168]
railways-heading: NEW ZEALAND RAILWAYS.: [189, 901, 305, 911]
programme-item: Dance ... ... ...: [174, 324, 213, 332]
buckeye-price2: PRICE (with Sheaf Carrier)—£55.: [40, 1195, 140, 1204]
court-item: Henry Williams, undertaker, said the average price of a funeral was £3 and upwards; £6 was a fair average. The ground and digging came to £3 2s 6d. £14 was excessive.: [959, 910, 1106, 945]
court-item: Mr Hay said with reference to the amount of the liquor bill it had not been rendered. It may be right or it may not, and he believed both parties stated what they thought a fact. The argument of his learned friend was that there was an antecedent agreement that the liquor bill should stand against the work. Such an agreement was absolutely illegal and void. The Act required that nothing but money should be paid for drinks.: [959, 531, 1106, 611]
buckeye-subheading: LIGHT-FOLDING ELEVATOR BINDER.: [31, 968, 149, 988]
editorial: "MERRY CHRISTMAS" with its time-honored associations, and long-cherished memories has come round once more, and we take this opportunity of wishing our readers the compliments of the season. This is the season of the year to bring back to the memory recollections of the haunts and homes of early youth, and many a thought will wing its flight across thousands of miles of ocean to friends and relations in the old countries. Father, mother, schoolday companions, and bosom friends will be remembered, and with them the associations of childhood's happy days. Christmas in these colonies is distinguished from that of the Old World chiefly in respect of the weather. We have brought with us most of the old formalities, but we left behind us the frost and snow, and found here glorious summer with nature adorned in all her splendour. Here we have all that can make life happy in this gay and festive season, and it becomes us to feel thankful for it. With these few remarks we conclude by wishing our readers "A Merry Christmas and a Happy New Year.": [488, 359, 634, 561]
wool-heading: WOOL. WOOL. WOOL.: [44, 376, 136, 386]
tenders-body-2: Apply JOHN GRANT, Willowbank, Temuka, on or before FRIDAY, 27th current.: [331, 401, 477, 419]
court-item: By the Bench: There was a general understanding that boots were to be made and the costs set off as a contra. Had always had to pay money for drinks.: [959, 367, 1106, 403]
caledonian-notice: [174, 607, 320, 670]
mundell-heading: J. Mundell and Co.: [43, 287, 137, 299]
mail-body: The letter-box will be cleared for despatch of correspondence from the Temuka Post Office to the undermentioned places as follow:—: [331, 1202, 477, 1229]
webster-heading: Webster and Macdonald.: [28, 587, 152, 599]
tenders-body: TENDERS WANTED for CUTTING, STOOKING, and STACKING about 336 Acres Oats or Grain. To be cut by not less than three Binders.: [331, 361, 477, 398]
charitable-aid-ad: [331, 83, 477, 270]
programme-item: Dance ... "Gillie Callum": [174, 265, 244, 273]
programme-item: Song ... "True to the Last" Mr Foster: [174, 465, 320, 473]
local-item: N.Z. RAILWAYS.—Attention is directed to the holiday fares and arrangements advertised by the Railway Department. A 4.40 on the morning of the 25th a special train will leave Temuka for Ashburton and Christchurch.: [488, 649, 634, 693]
civil-case: To Mr Hay: Have been 13 years ploughing. Long ploughed good enough for common ploughing. Saw Simpson regulating the plough for him.: [802, 705, 948, 740]
lease-ad: [331, 273, 477, 356]
